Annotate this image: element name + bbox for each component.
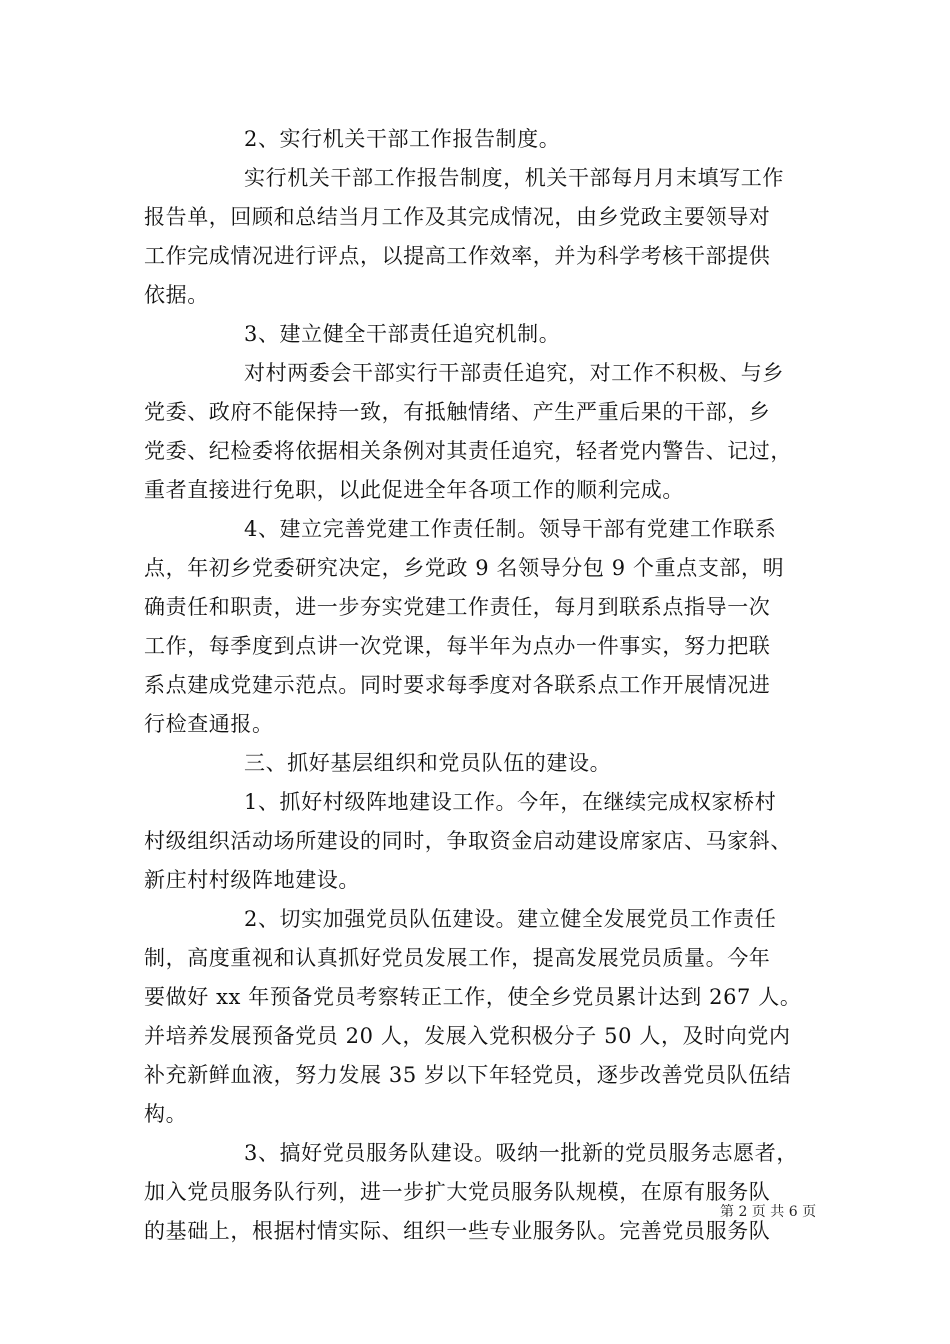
text-line: 并培养发展预备党员 20 人，发展入党积极分子 50 人，及时向党内 [144,1024,791,1048]
text-line: 三、抓好基层组织和党员队伍的建设。 [244,751,612,775]
text-line: 工作完成情况进行评点，以提高工作效率，并为科学考核干部提供 [144,244,771,268]
text-line: 确责任和职责，进一步夯实党建工作责任，每月到联系点指导一次 [144,595,771,619]
text-line: 实行机关干部工作报告制度，机关干部每月月末填写工作 [244,166,784,190]
text-line: 2、实行机关干部工作报告制度。 [244,127,561,151]
text-line: 系点建成党建示范点。同时要求每季度对各联系点工作开展情况进 [144,673,771,697]
text-line: 的基础上，根据村情实际、组织一些专业服务队。完善党员服务队 [144,1219,771,1243]
text-line: 村级组织活动场所建设的同时，争取资金启动建设席家店、马家斜、 [144,829,792,853]
text-line: 4、建立完善党建工作责任制。领导干部有党建工作联系 [244,517,777,541]
text-line: 制，高度重视和认真抓好党员发展工作，提高发展党员质量。今年 [144,946,771,970]
text-line: 工作，每季度到点讲一次党课，每半年为点办一件事实，努力把联 [144,634,771,658]
text-line: 点，年初乡党委研究决定，乡党政 9 名领导分包 9 个重点支部，明 [144,556,785,580]
text-line: 行检查通报。 [144,712,274,736]
text-line: 要做好 xx 年预备党员考察转正工作，使全乡党员累计达到 267 人。 [144,985,802,1009]
text-line: 1、抓好村级阵地建设工作。今年，在继续完成权家桥村 [244,790,777,814]
text-line: 党委、政府不能保持一致，有抵触情绪、产生严重后果的干部，乡 [144,400,771,424]
text-line: 3、建立健全干部责任追究机制。 [244,322,561,346]
text-line: 补充新鲜血液，努力发展 35 岁以下年轻党员，逐步改善党员队伍结 [144,1063,792,1087]
text-line: 对村两委会干部实行干部责任追究，对工作不积极、与乡 [244,361,784,385]
text-line: 加入党员服务队行列，进一步扩大党员服务队规模，在原有服务队 [144,1180,771,1204]
text-line: 2、切实加强党员队伍建设。建立健全发展党员工作责任 [244,907,777,931]
text-line: 3、搞好党员服务队建设。吸纳一批新的党员服务志愿者， [244,1141,798,1165]
text-line: 新庄村村级阵地建设。 [144,868,360,892]
page-number-footer: 第 2 页 共 6 页 [720,1204,817,1220]
text-line: 重者直接进行免职，以此促进全年各项工作的顺利完成。 [144,478,684,502]
text-line: 党委、纪检委将依据相关条例对其责任追究，轻者党内警告、记过， [144,439,792,463]
document-body [144,120,834,1251]
text-line: 构。 [144,1102,188,1126]
text-line: 依据。 [144,283,209,307]
text-line: 报告单，回顾和总结当月工作及其完成情况，由乡党政主要领导对 [144,205,771,229]
